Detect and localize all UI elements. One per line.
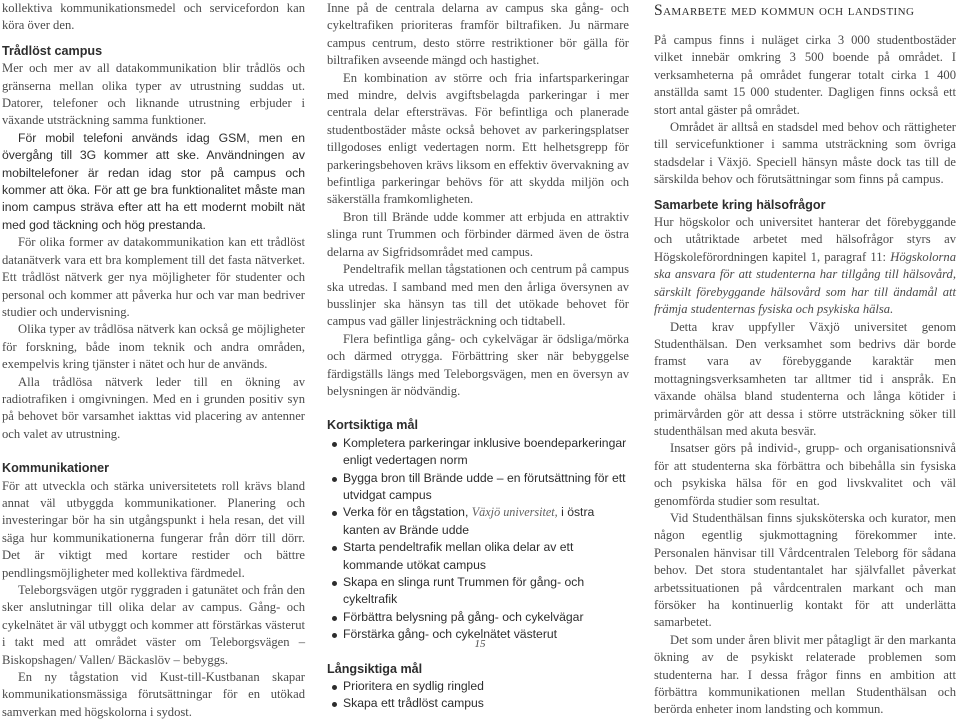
list-item: Prioritera en sydlig ringled (327, 678, 629, 695)
paragraph: Inne på de centrala delarna av campus ska gång- och cykeltrafiken prioriteras framför biltrafiken. Ju närmare campus centrum, desto större restriktioner bör gälla för biltrafiken avseende mängd och hastighet. (327, 1, 629, 68)
list-item-text: i östra kanten av Brände udde (343, 505, 595, 537)
paragraph: Pendeltrafik mellan tågstationen och centrum på campus ska utredas. I samband med men den årliga översynen av busslinjer ska hänsyn tas till det utökade behovet för campus vad gäller linjesträckning och tidtabell. (327, 262, 629, 329)
paragraph: Mer och mer av all datakommunikation blir trådlös och gränserna mellan olika typer av utrustning suddas ut. Datorer, telefoner och liknande utrustning erbjuder i växande utsträckning samma funktioner. (2, 61, 305, 128)
list-item: Skapa en slinga runt Trummen för gång- och cykeltrafik (327, 574, 629, 609)
list-item: Kompletera parkeringar inklusive boendeparkeringar enligt vedertagen norm (327, 435, 629, 470)
paragraph: Vid Studenthälsan finns sjuksköterska och kurator, men någon egentlig sjukmottagning förekommer inte. Personalen hänvisar till Vårdcentralen Teleborg för sådana behov. Det stora studentantalet har självfallet påverkat arbetssituationen på vårdcentralen markant och man försöker ha kontinuerlig kontakt för att underlätta samarbetet. (654, 510, 956, 630)
paragraph: Området är alltså en stadsdel med behov och rättigheter till servicefunktioner i samma utsträckning som övriga stadsdelar i Växjö. Speciell hänsyn måste dock tas till de särskilda behov och förutsättningar som finns på campus. (654, 120, 956, 187)
short-term-goals-list (327, 435, 629, 644)
list-item: Förbättra belysning på gång- och cykelvägar (327, 609, 629, 626)
column-right (654, 0, 956, 719)
paragraph: En ny tågstation vid Kust-till-Kustbanan skapar kommunikationsmässiga förutsättningar för en utökad samverkan med högskolorna i sydost. (2, 670, 305, 719)
column-middle (327, 0, 629, 713)
paragraph: På campus finns i nuläget cirka 3 000 studentbostäder vilket innebär omkring 3 500 boende på området. I verksamheterna på området fungerar totalt cirka 1 400 anställda samt 15 000 studenter. Dagligen finns också ett stort antal gäster på området. (654, 33, 956, 117)
list-item: Skapa ett trådlöst campus (327, 695, 629, 712)
list-item (327, 504, 629, 539)
paragraph: En kombination av större och fria infartsparkeringar med mindre, delvis avgiftsbelagda parkeringar i mer centrala delar eftersträvas. För befintliga och planerade studentbostäder måste också behovet av parkeringsplatser tillgodoses enligt vedertagen norm. Ett helhetsgrepp för parkeringsbehoven krävs liksom en effektiv övervakning av befintliga parkeringar behövs för att skydda miljön och säkerställa framkomligheten. (327, 70, 629, 207)
paragraph: Detta krav uppfyller Växjö universitet genom Studenthälsan. Den verksamhet som bedrivs där borde framst vara av förebyggande karaktär men mottagningsverksamheten tar alltmer tid i anspråk. En växande ohälsa bland studenterna och långa kötider i primärvården gör att dessa i större utsträckning söker till studenthälsan med akuta besvär. (654, 319, 956, 438)
paragraph: kollektiva kommunikationsmedel och servicefordon kan köra över den. (2, 1, 305, 33)
paragraph: För olika former av datakommunikation kan ett trådlöst datanätverk vara ett bra komplement till det fasta nätverket. Ett trådlöst nätverk ger nya möjligheter för studenter och personal och kommer att påverka hur och var man bedriver studier och undervisning. (2, 235, 305, 319)
quote-italic: Högskolorna ska ansvara för att studenterna har tillgång till hälsovård, särskilt förebyggande hälsovård som har till ändamål att främja studenternas fysiska och psykiska hälsa. (654, 249, 956, 317)
paragraph: Flera befintliga gång- och cykelvägar är ödsliga/mörka och därmed otrygga. Förbättring sker när bebyggelse färdigställs längs med Teleborgsvägen, men en översyn av belysningen är nödvändig. (327, 331, 629, 398)
list-item: Förstärka gång- och cykelnätet västerut (327, 626, 629, 643)
paragraph: För mobil telefoni används idag GSM, men en övergång till 3G kommer att ske. Användningen av mobiltelefoner är redan idag stor på campus och kommer att öka. För att ge bra funktionalitet måste man inom campus sträva efter att ha ett modernt mobilt nät med god täckning och hög prestanda. (2, 130, 305, 232)
paragraph (654, 214, 956, 318)
heading-halsofragor: Samarbete kring hälsofrågor (654, 197, 826, 212)
column-left (2, 0, 305, 721)
heading-langsiktiga-mal: Långsiktiga mål (327, 661, 423, 676)
paragraph: Olika typer av trådlösa nätverk kan också ge möjligheter för forskning, både inom teknik och andra områden, exempelvis kring tjänster i nätet och hur de används. (2, 322, 305, 372)
paragraph: Teleborgsvägen utgör ryggraden i gatunätet och från den sker anslutningar till olika delar av campus. Gång- och cykelnätet är väl utbyggt och kommer att förstärkas västerut i takt med att området väster om Teleborgsvägen – Biskopshagen/ Vallen/ Bäckaslöv – bebyggs. (2, 583, 305, 667)
page-number: 15 (474, 638, 486, 650)
paragraph: Alla trådlösa nätverk leder till en ökning av radiotrafiken i omgivningen. Med en i grunden positiv syn på behovet bör varsamhet iakttas vid placering av antenner och valet av utrustning. (2, 374, 305, 441)
section-title: Samarbete med kommun och landsting (654, 2, 915, 19)
paragraph-text: Hur högskolor och universitet hanterar det förebyggande och utåtriktade arbetet med hälsofrågor styrs av Högskoleförordningen kapitel 1, paragraf 11: (654, 215, 956, 264)
paragraph: Insatser görs på individ-, grupp- och organisationsnivå för att studenterna ska förbättra och bibehålla sin fysiska och psykiska hälsa för en god livskvalitet och väl genomförda studier som resultat. (654, 441, 956, 508)
list-item-text: Verka för en tågstation, (343, 505, 469, 520)
paragraph: Bron till Brände udde kommer att erbjuda en attraktiv slinga runt Trummen och förbinder därmed även de östra delarna av Sigfridsområdet med campus. (327, 209, 629, 259)
heading-kommunikationer: Kommunikationer (2, 461, 110, 476)
heading-tradlost-campus: Trådlöst campus (2, 43, 103, 58)
list-item: Bygga bron till Brände udde – en förutsättning för ett utvidgat campus (327, 470, 629, 505)
list-item-italic: Växjö universitet, (471, 505, 558, 520)
list-item: Starta pendeltrafik mellan olika delar av ett kommande utökat campus (327, 539, 629, 574)
long-term-goals-list (327, 678, 629, 713)
paragraph: För att utveckla och stärka universitetets roll krävs bland annat väl utbyggda kommunikationer. Planering och investeringar bör ha sin utgångspunkt i hela resan, det vill säga hur kommunikationerna fungerar från dörr till dörr. Det är viktigt med kortare restider och bättre pendlingsmöjligheter med kollektiva färdmedel. (2, 478, 305, 580)
heading-kortsiktiga-mal: Kortsiktiga mål (327, 418, 418, 433)
paragraph: Det som under åren blivit mer påtagligt är den markanta ökning av de psykiskt relaterade problemen som studenterna har. I dessa frågor finns en ambition att förbättra kommunikationen mellan Studenthälsan och berörda enheter inom landsting och kommun. (654, 632, 956, 717)
